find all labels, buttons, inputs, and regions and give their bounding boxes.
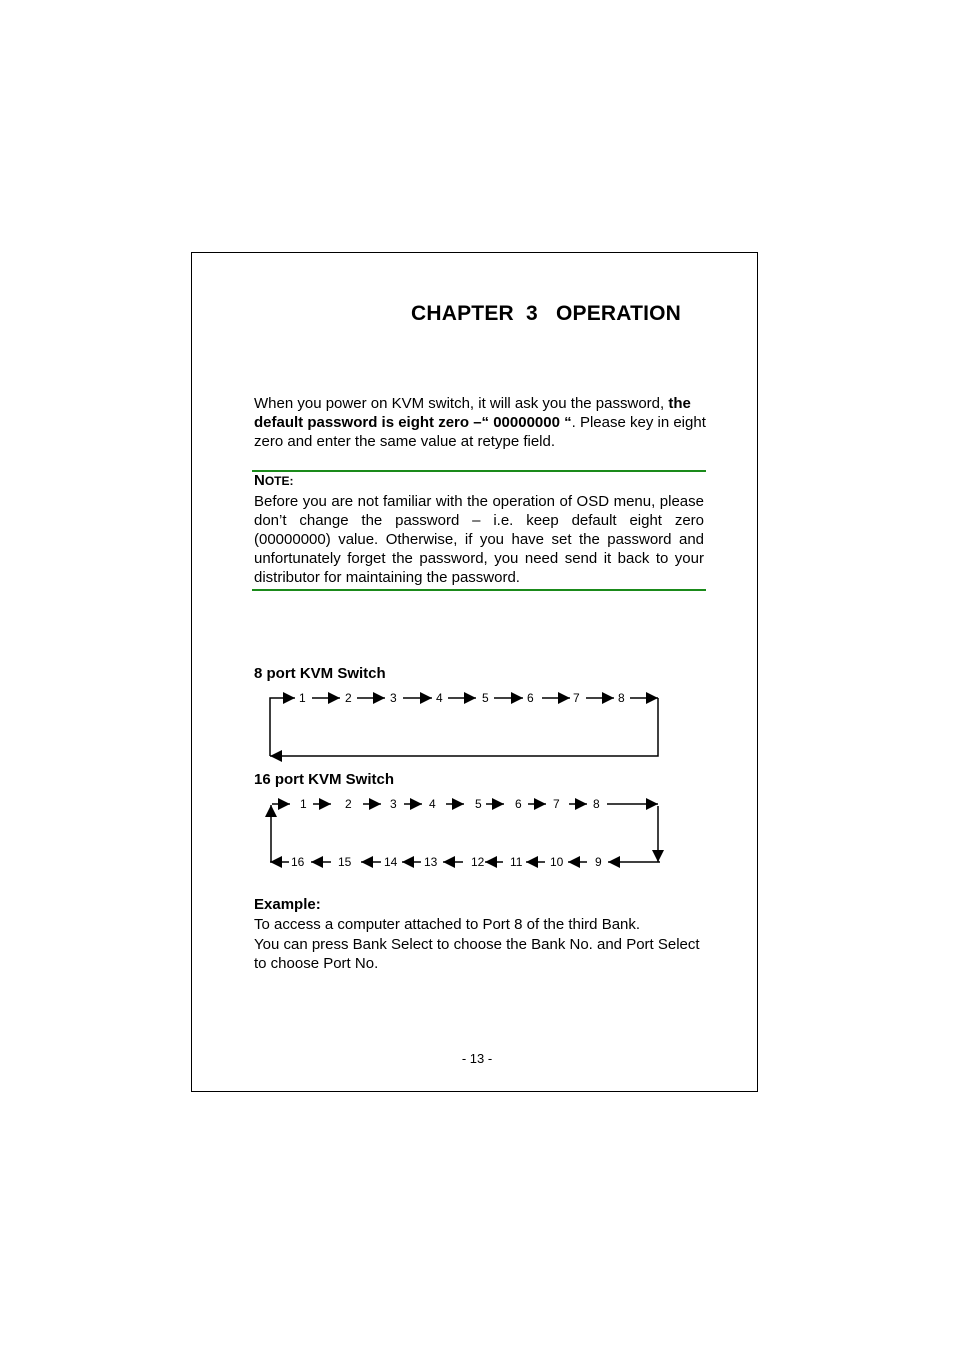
diagram-8-title: 8 port KVM Switch	[254, 665, 386, 682]
diagram-8	[270, 691, 658, 756]
example-body	[254, 915, 714, 974]
port-label: 5	[475, 797, 482, 811]
port-label: 7	[573, 691, 580, 705]
intro-text-2: . Please key in eight zero and enter the same value at retype field.	[254, 414, 706, 450]
port-label: 13	[424, 855, 438, 869]
port-label: 3	[390, 797, 397, 811]
example-line-2: You can press Bank Select to choose the Bank No. and Port Select to choose Port No.	[254, 935, 700, 972]
loop-start-arrow-8	[270, 698, 295, 756]
diagram-16-title: 16 port KVM Switch	[254, 771, 395, 788]
port-label: 4	[436, 691, 443, 705]
example-title: Example:	[254, 896, 321, 913]
port-label: 8	[618, 691, 625, 705]
port-label: 4	[429, 797, 436, 811]
port-label: 6	[527, 691, 534, 705]
port-label: 15	[338, 855, 352, 869]
port-label: 6	[515, 797, 522, 811]
note-body: Before you are not familiar with the operation of OSD menu, please don’t change the password – i.e. keep default eight zero (00000000) value. Otherwise, if you have set the password and unfortunately forget the password, you need send it back to your distributor for maintaining the password.	[254, 493, 704, 586]
port-label: 16	[291, 855, 305, 869]
port-label: 9	[595, 855, 602, 869]
port-label: 2	[345, 797, 352, 811]
diagram-16	[270, 797, 660, 869]
port-label: 7	[553, 797, 560, 811]
intro-text-1: When you power on KVM switch, it will ask you the password,	[254, 395, 669, 412]
port-label: 1	[299, 691, 306, 705]
port-label: 1	[300, 797, 307, 811]
port-label: 2	[345, 691, 352, 705]
return-arrow-8	[270, 698, 658, 756]
note-label-rest: OTE:	[264, 474, 294, 488]
port-label: 8	[593, 797, 600, 811]
example-line-1: To access a computer attached to Port 8 of the third Bank.	[254, 916, 641, 933]
port-label: 14	[384, 855, 398, 869]
port-label: 5	[482, 691, 489, 705]
port-label: 3	[390, 691, 397, 705]
port-label: 11	[510, 855, 523, 869]
chapter-title: CHAPTER 3 OPERATION	[411, 302, 682, 325]
page-number: - 13 -	[461, 1051, 493, 1066]
port-label: 10	[550, 855, 564, 869]
intro-default-password: the default password is eight zero –“ 00000000 “	[254, 395, 691, 431]
note-label-first: N	[254, 472, 265, 489]
port-label: 12	[471, 855, 485, 869]
